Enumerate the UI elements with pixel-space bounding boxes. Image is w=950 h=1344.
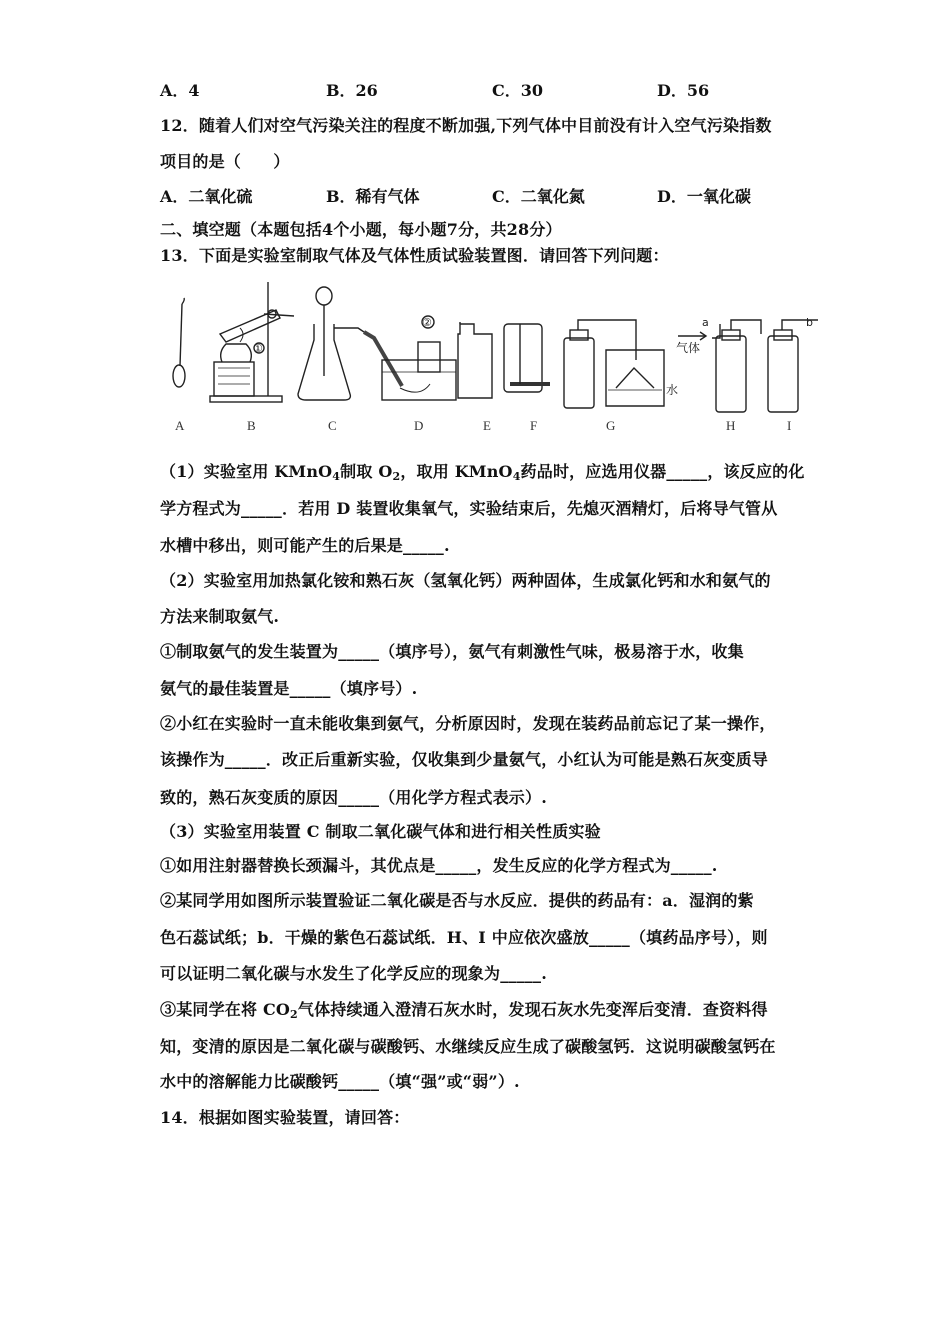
q13-intro: 13．下面是实验室制取气体及气体性质试验装置图．请回答下列问题： bbox=[160, 246, 669, 265]
annotation-two: ② bbox=[422, 316, 432, 329]
q12-option-c: C．二氧化氮 bbox=[492, 187, 585, 206]
q13-part2-line5: ②小红在实验时一直未能收集到氨气，分析原因时，发现在装药品前忘记了某一操作， bbox=[160, 714, 776, 733]
q13-part3-line1: （3）实验室用装置 C 制取二氧化碳气体和进行相关性质实验 bbox=[160, 822, 601, 841]
q11-option-d: D．56 bbox=[657, 81, 710, 100]
bottle-f bbox=[504, 324, 542, 392]
alcohol-lamp bbox=[221, 344, 252, 362]
spoon-handle bbox=[180, 304, 182, 366]
q13-part2-line7: 致的，熟石灰变质的原因_____（用化学方程式表示）. bbox=[160, 788, 547, 807]
section-heading: 二、填空题（本题包括4个小题，每小题7分，共28分） bbox=[160, 220, 562, 239]
q13-part3-line3: ②某同学用如图所示装置验证二氧化碳是否与水反应．提供的药品有：a．湿润的紫 bbox=[160, 891, 754, 910]
annotation-b: b bbox=[806, 316, 813, 329]
figure-label-e: E bbox=[483, 418, 491, 433]
figure-label-a: A bbox=[175, 418, 185, 433]
figure-label-c: C bbox=[328, 418, 337, 433]
bottle-h bbox=[716, 336, 746, 412]
q13-part2-line4: 氨气的最佳装置是_____（填序号）. bbox=[160, 679, 418, 698]
q13-part1-line2: 学方程式为_____．若用 D 装置收集氧气，实验结束后，先熄灭酒精灯，后将导气管从 bbox=[160, 499, 778, 518]
bottle-e bbox=[458, 324, 492, 398]
figure-label-i: I bbox=[787, 418, 792, 433]
annotation-a: a bbox=[702, 316, 709, 329]
q12-option-d: D．一氧化碳 bbox=[657, 187, 751, 206]
q12-stem-line1: 12．随着人们对空气污染关注的程度不断加强,下列气体中目前没有计入空气污染指数 bbox=[160, 116, 772, 135]
q13-part2-line1: （2）实验室用加热氯化铵和熟石灰（氢氧化钙）两种固体，生成氯化钙和水和氨气的 bbox=[160, 571, 771, 590]
q14-intro: 14．根据如图实验装置，请回答： bbox=[160, 1108, 410, 1127]
figure-label-f: F bbox=[530, 418, 538, 433]
q12-stem-line2: 项目的是（ ） bbox=[160, 152, 290, 171]
q13-part3-line2: ①如用注射器替换长颈漏斗，其优点是_____，发生反应的化学方程式为_____. bbox=[160, 856, 718, 875]
q13-part2-line2: 方法来制取氨气. bbox=[160, 607, 280, 626]
q11-option-a: A．4 bbox=[160, 81, 200, 100]
q13-part3-line5: 可以证明二氧化碳与水发生了化学反应的现象为_____. bbox=[160, 964, 547, 983]
annotation-water: 水 bbox=[666, 383, 679, 397]
water-trough bbox=[382, 360, 456, 400]
q13-part3-line8: 水中的溶解能力比碳酸钙_____（填“强”或“弱”）. bbox=[160, 1072, 520, 1091]
q12-option-b: B．稀有气体 bbox=[326, 187, 420, 206]
figure-label-h: H bbox=[726, 418, 736, 433]
q11-option-b: B．26 bbox=[326, 81, 378, 100]
figure-label-b: B bbox=[247, 418, 256, 433]
q13-part2-line3: ①制取氨气的发生装置为_____（填序号），氨气有刺激性气味，极易溶于水，收集 bbox=[160, 642, 744, 661]
bottle-g bbox=[564, 338, 594, 408]
funnel-bulb bbox=[316, 287, 332, 305]
q13-part1-line3: 水槽中移出，则可能产生的后果是_____. bbox=[160, 536, 450, 555]
apparatus-figure bbox=[160, 276, 820, 416]
q13-part1-line1: （1）实验室用 KMnO$_4$制取 $O_2$，取用 KMnO$_4$药品时，应选用仪器_____，该反应的化 bbox=[160, 462, 805, 483]
lamp-block bbox=[214, 362, 254, 396]
q13-part2-line6: 该操作为_____．改正后重新实验，仅收集到少量氨气，小红认为可能是熟石灰变质导 bbox=[160, 750, 769, 769]
q12-option-a: A．二氧化硫 bbox=[160, 187, 253, 206]
spoon-bowl bbox=[173, 365, 185, 387]
annotation-gas: 气体 bbox=[676, 341, 701, 355]
collecting-bottle bbox=[418, 342, 440, 372]
q11-option-c: C．30 bbox=[492, 81, 544, 100]
figure-label-g: G bbox=[606, 418, 616, 433]
beaker bbox=[606, 350, 664, 406]
bottle-i bbox=[768, 336, 798, 412]
annotation-one: ① bbox=[253, 342, 263, 355]
q13-part3-line7: 知，变清的原因是二氧化碳与碳酸钙、水继续反应生成了碳酸氢钙．这说明碳酸氢钙在 bbox=[160, 1037, 776, 1056]
stand-base bbox=[210, 396, 282, 402]
figure-label-d: D bbox=[414, 418, 424, 433]
q13-part3-line4: 色石蕊试纸；b．干燥的紫色石蕊试纸．H、I 中应依次盛放_____（填药品序号），则 bbox=[160, 928, 768, 947]
q13-part3-line6: ③某同学在将 $CO_2$气体持续通入澄清石灰水时，发现石灰水先变浑后变清．查资料得 bbox=[160, 1000, 768, 1021]
